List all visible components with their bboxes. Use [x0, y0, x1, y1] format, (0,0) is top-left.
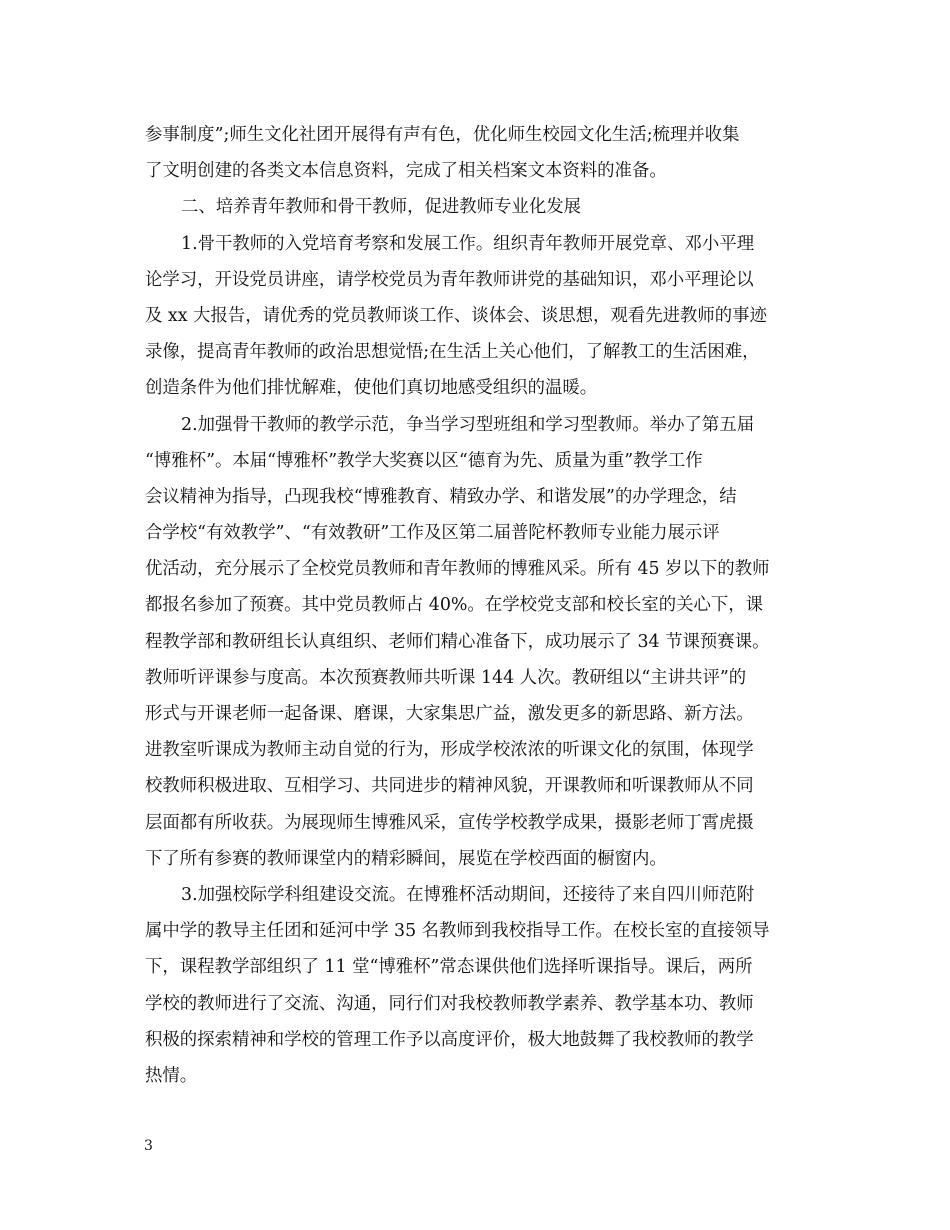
text-line: 下，课程教学部组织了 11 堂“博雅杯”常态课供他们选择听课指导。课后，两所	[145, 957, 753, 978]
text-line: 会议精神为指导，凸现我校“博雅教育、精致办学、和谐发展”的办学理念，结	[145, 486, 737, 507]
text-line: 程教学部和教研组长认真组织、老师们精心准备下，成功展示了 34 节课预赛课。	[145, 631, 770, 652]
text-line: 教师听评课参与度高。本次预赛教师共听课 144 人次。教研组以“主讲共评”的	[145, 667, 747, 688]
text-line: 层面都有所收获。为展现师生博雅风采，宣传学校教学成果，摄影老师丁霄虎摄	[145, 812, 754, 833]
text-line: 优活动，充分展示了全校党员教师和青年教师的博雅风采。所有 45 岁以下的教师	[145, 559, 770, 580]
text-line: 3.加强校际学科组建设交流。在博雅杯活动期间，还接待了来自四川师范附	[181, 884, 755, 905]
section-heading: 二、培养青年教师和骨干教师，促进教师专业化发展	[181, 197, 581, 218]
text-line: 形式与开课老师一起备课、磨课，大家集思广益，激发更多的新思路、新方法。	[145, 704, 754, 724]
text-line: 属中学的教导主任团和延河中学 35 名教师到我校指导工作。在校长室的直接领导	[145, 921, 770, 942]
text-line: 论学习，开设党员讲座，请学校党员为青年教师讲党的基础知识，邓小平理论以	[145, 269, 754, 290]
text-line: 合学校“有效教学”、“有效教研”工作及区第二届普陀杯教师专业能力展示评	[145, 523, 720, 544]
text-line: 及 xx 大报告，请优秀的党员教师谈工作、谈体会、谈思想，观看先进教师的事迹	[145, 305, 767, 326]
text-line: 校教师积极进取、互相学习、共同进步的精神风貌，开课教师和听课教师从不同	[145, 776, 754, 797]
text-line: 热情。	[145, 1065, 198, 1086]
text-line: 录像，提高青年教师的政治思想觉悟;在生活上关心他们，了解教工的生活困难，	[145, 342, 760, 363]
text-line: 1.骨干教师的入党培育考察和发展工作。组织青年教师开展党章、邓小平理	[181, 233, 755, 254]
text-line: 学校的教师进行了交流、沟通，同行们对我校教师教学素养、教学基本功、教师	[145, 993, 754, 1014]
document-body	[145, 117, 805, 1094]
text-line: 创造条件为他们排忧解难，使他们真切地感受组织的温暖。	[145, 378, 598, 399]
text-line: 了文明创建的各类文本信息资料，完成了相关档案文本资料的准备。	[145, 161, 667, 182]
text-line: 都报名参加了预赛。其中党员教师占 40%。在学校党支部和校长室的关心下，课	[145, 595, 764, 616]
text-line: 积极的探索精神和学校的管理工作予以高度评价，极大地鼓舞了我校教师的教学	[145, 1029, 754, 1050]
text-line: 参事制度”;师生文化社团开展得有声有色，优化师生校园文化生活;梳理并收集	[145, 125, 740, 145]
text-line: 2.加强骨干教师的教学示范，争当学习型班组和学习型教师。举办了第五届	[181, 414, 755, 435]
text-line: 进教室听课成为教师主动自觉的行为，形成学校浓浓的听课文化的氛围，体现学	[145, 740, 754, 761]
text-line: “博雅杯”。本届“博雅杯”教学大奖赛以区“德育为先、质量为重”教学工作	[145, 450, 703, 471]
text-line: 下了所有参赛的教师课堂内的精彩瞬间，展览在学校西面的橱窗内。	[145, 848, 667, 869]
page-number: 3	[144, 1138, 153, 1154]
